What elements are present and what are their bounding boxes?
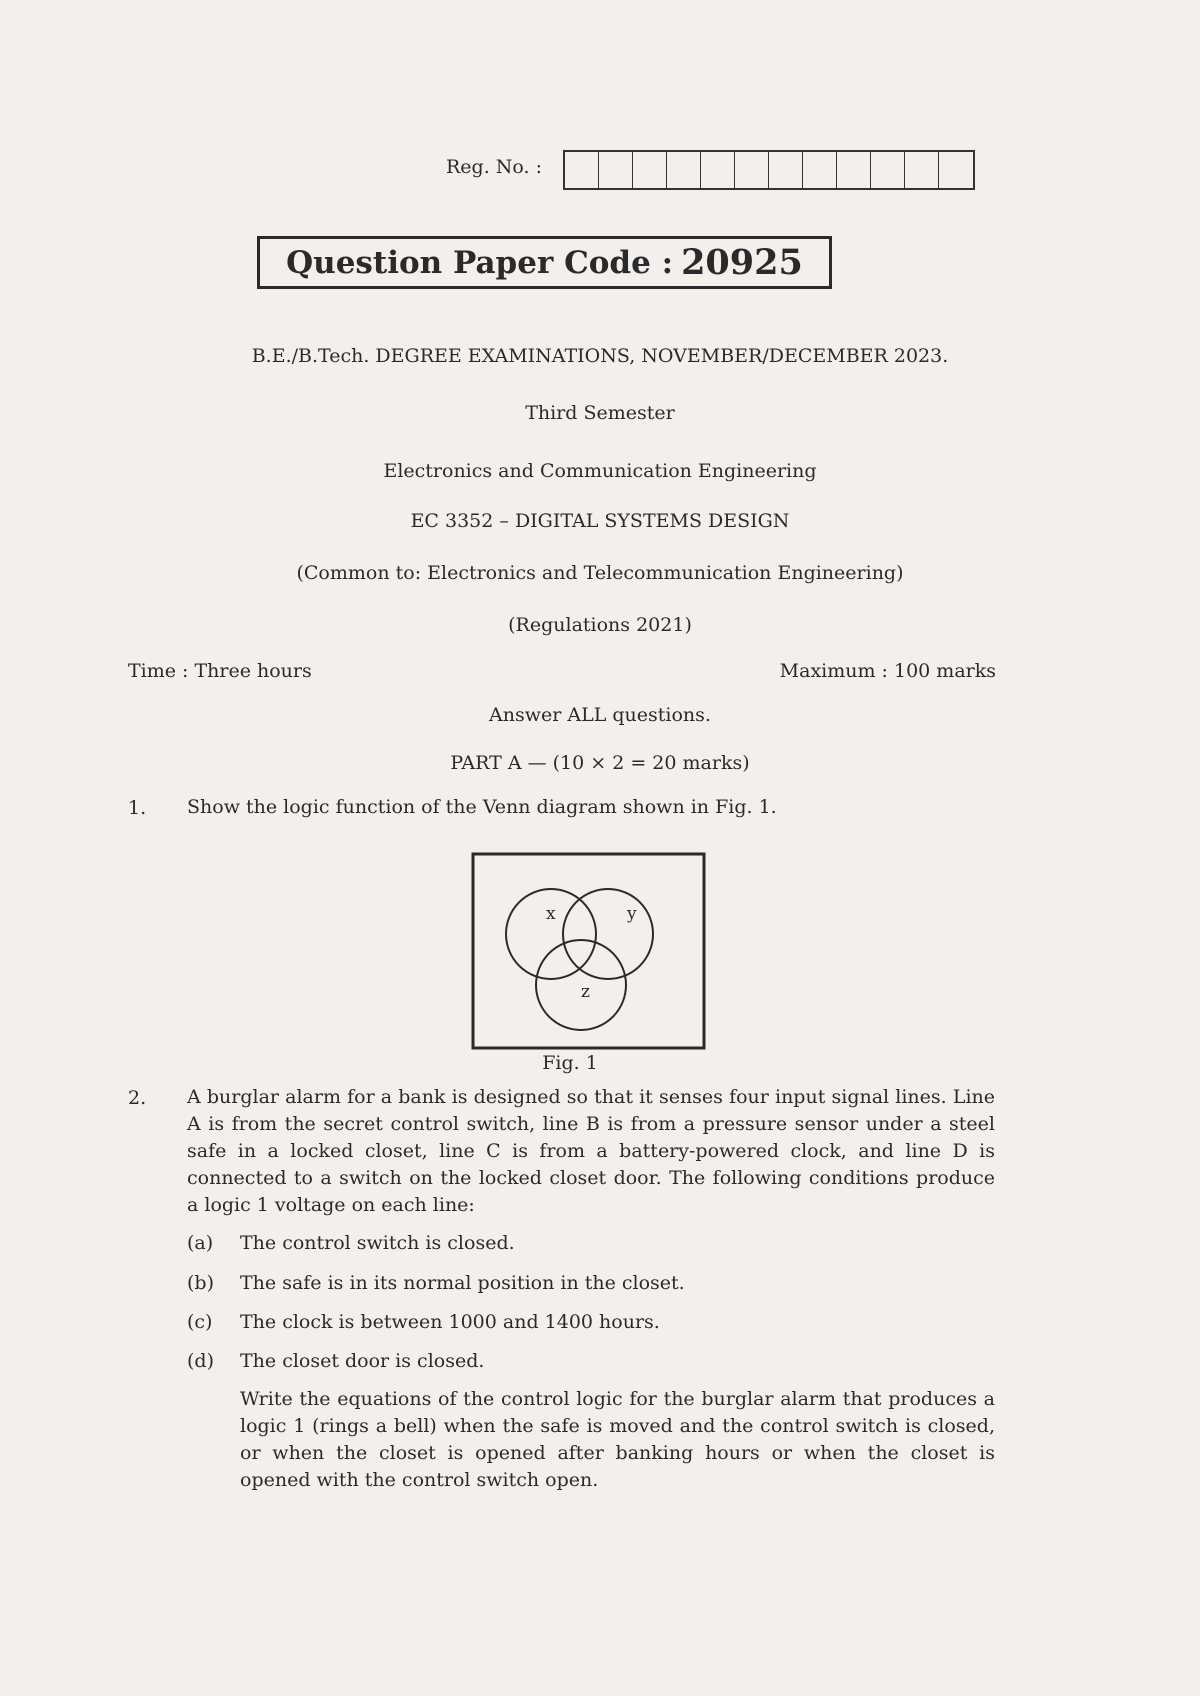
condition-text: The clock is between 1000 and 1400 hours. xyxy=(240,1311,660,1333)
reg-digit-box[interactable] xyxy=(905,152,939,188)
reg-digit-box[interactable] xyxy=(565,152,599,188)
reg-digit-box[interactable] xyxy=(837,152,871,188)
reg-digit-box[interactable] xyxy=(871,152,905,188)
reg-digit-box[interactable] xyxy=(701,152,735,188)
venn-label-y: y xyxy=(627,904,637,924)
degree-title: B.E./B.Tech. DEGREE EXAMINATIONS, NOVEMBER/DECEMBER 2023. xyxy=(251,345,949,367)
condition-label: (b) xyxy=(187,1272,214,1294)
question-text: Show the logic function of the Venn diagram shown in Fig. 1. xyxy=(187,796,777,818)
question-instruction: Write the equations of the control logic for the burglar alarm that produces a logic 1 (rings a bell) when the safe is moved and the control switch is closed, or when the closet is opened after banking hours or when the closet is opened with the control switch open. xyxy=(240,1388,995,1491)
subject-title: EC 3352 – DIGITAL SYSTEMS DESIGN xyxy=(410,510,790,532)
reg-digit-box[interactable] xyxy=(939,152,973,188)
question-number: 1. xyxy=(128,797,147,819)
reg-digit-box[interactable] xyxy=(769,152,803,188)
part-heading: PART A — (10 × 2 = 20 marks) xyxy=(450,752,750,774)
reg-digit-box[interactable] xyxy=(735,152,769,188)
paper-code-label: Question Paper Code : xyxy=(286,244,674,281)
paper-code-number: 20925 xyxy=(681,242,803,283)
regulations: (Regulations 2021) xyxy=(508,614,692,636)
instruction: Answer ALL questions. xyxy=(489,704,711,726)
reg-no-label: Reg. No. : xyxy=(446,156,543,178)
time-label: Time : Three hours xyxy=(128,660,312,682)
reg-digit-box[interactable] xyxy=(803,152,837,188)
branch: Electronics and Communication Engineering xyxy=(383,460,817,482)
reg-digit-box[interactable] xyxy=(599,152,633,188)
common-to: (Common to: Electronics and Telecommunication Engineering) xyxy=(296,562,904,584)
condition-label: (d) xyxy=(187,1350,214,1372)
question-number: 2. xyxy=(128,1087,147,1109)
venn-label-z: z xyxy=(581,982,590,1002)
max-marks-label: Maximum : 100 marks xyxy=(779,660,996,682)
venn-circle-y xyxy=(563,889,653,979)
venn-diagram-figure xyxy=(471,852,706,1050)
condition-label: (a) xyxy=(187,1232,214,1254)
condition-text: The control switch is closed. xyxy=(240,1232,515,1254)
condition-text: The safe is in its normal position in the closet. xyxy=(240,1272,685,1294)
question-text: A burglar alarm for a bank is designed so that it senses four input signal lines. Line A is from the secret control switch, line B is from a pressure sensor under a steel safe in a locked closet, line C is from a battery-powered clock, and line D is connected to a switch on the locked closet door. The following conditions produce a logic 1 voltage on each line: xyxy=(187,1086,995,1216)
condition-text: The closet door is closed. xyxy=(240,1350,485,1372)
semester: Third Semester xyxy=(525,402,675,424)
condition-label: (c) xyxy=(187,1311,213,1333)
question-paper-code-box xyxy=(257,236,832,289)
reg-digit-box[interactable] xyxy=(667,152,701,188)
time-marks-row xyxy=(128,660,996,682)
venn-label-x: x xyxy=(546,904,556,924)
reg-no-boxes[interactable] xyxy=(563,150,975,190)
venn-universe-rect xyxy=(473,854,704,1048)
reg-digit-box[interactable] xyxy=(633,152,667,188)
figure-caption: Fig. 1 xyxy=(542,1052,598,1074)
venn-circle-x xyxy=(506,889,596,979)
